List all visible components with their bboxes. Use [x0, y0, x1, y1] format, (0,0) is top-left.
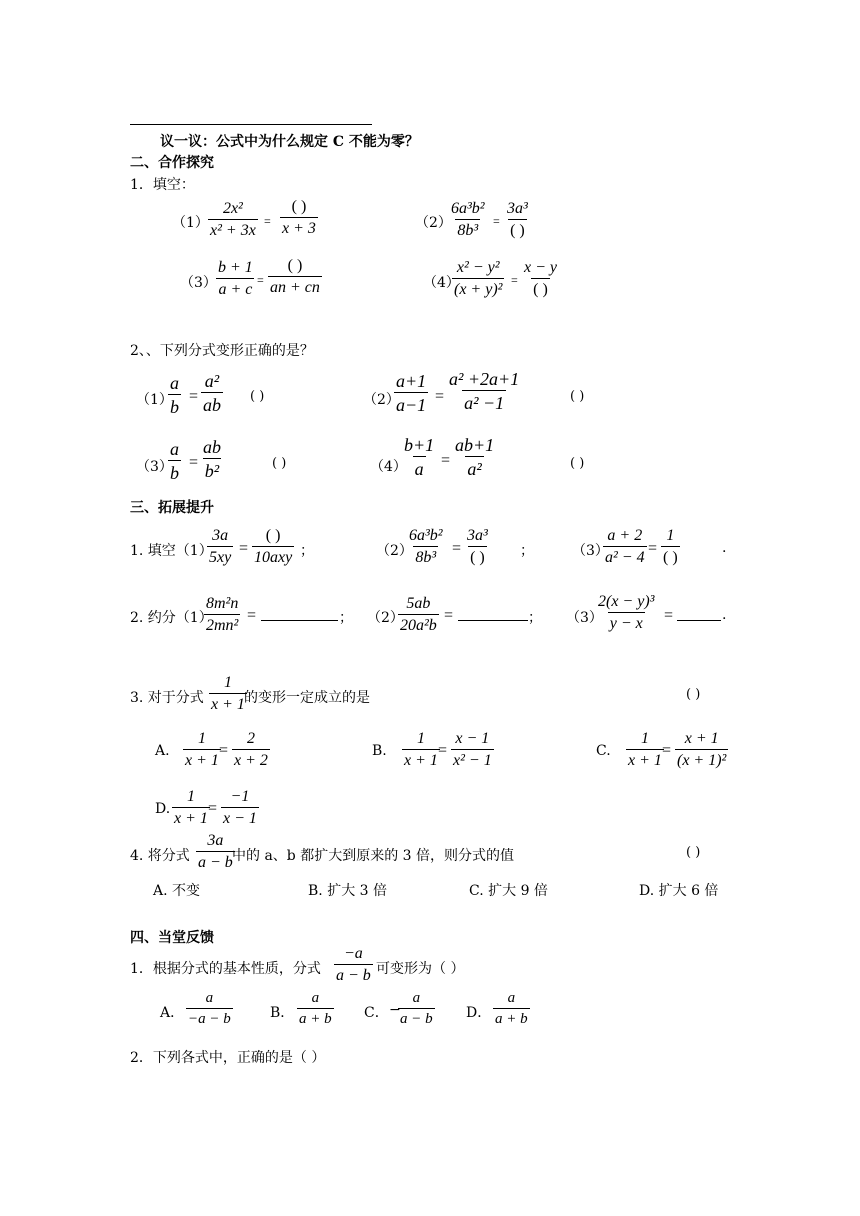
denominator: 8b³	[455, 219, 480, 239]
equals-sign: =	[662, 742, 672, 759]
s3-q3-fraction	[209, 675, 247, 713]
denominator: x + 1	[626, 749, 664, 769]
denominator: x + 1	[183, 749, 221, 769]
s3-q2-a-frac	[204, 596, 240, 634]
denominator: 8b³	[413, 546, 438, 566]
numerator: 1	[640, 730, 649, 747]
equals-sign: =	[257, 273, 264, 287]
section-4-title: 四、当堂反馈	[130, 930, 214, 946]
denominator: a − b	[398, 1008, 435, 1027]
answer-paren[interactable]: ( )	[570, 456, 585, 471]
equals-sign: =	[189, 388, 199, 405]
fill-item-4-rhs-fraction	[522, 260, 559, 298]
fill-item-1-lhs-fraction	[208, 201, 258, 239]
choice-item-3-label: （3）	[136, 459, 173, 475]
numerator: 2x²	[222, 200, 243, 217]
answer-paren[interactable]: ( )	[250, 389, 265, 404]
answer-paren[interactable]: ( )	[272, 456, 287, 471]
option-b-rhs	[451, 731, 494, 769]
fill-item-4-lhs-fraction	[452, 260, 504, 298]
numerator: 2	[246, 730, 255, 747]
section-2-q1-label: 1．填空：	[130, 177, 195, 193]
denominator: 10axy	[252, 546, 294, 566]
choice-item-1-label: （1）	[136, 392, 173, 408]
numerator: 1	[666, 527, 675, 544]
top-divider-line	[130, 124, 372, 125]
numerator: a	[412, 990, 421, 1006]
equals-sign: =	[493, 214, 500, 228]
s3-q4-option-b[interactable]: B. 扩大 3 倍	[308, 883, 387, 899]
numerator: a	[205, 990, 214, 1006]
section-2-title: 二、合作探究	[130, 155, 214, 171]
option-a-lhs	[183, 731, 221, 769]
s4-option-a-label[interactable]: A．	[160, 1005, 185, 1021]
numerator: a² +2a+1	[449, 369, 520, 389]
numerator: a	[170, 373, 179, 393]
s3-q2-c-frac	[596, 594, 656, 632]
answer-paren[interactable]: ( )	[570, 389, 585, 404]
option-d-rhs	[221, 789, 259, 827]
equals-sign: =	[648, 540, 658, 557]
section-3-title: 三、拓展提升	[130, 500, 214, 516]
option-a-rhs	[232, 731, 270, 769]
equals-sign: =	[511, 273, 518, 287]
s3-q1-c-rhs	[661, 528, 680, 566]
s3-q1-b-label: （2）	[376, 543, 413, 559]
fill-item-2-label: （2）	[415, 215, 452, 231]
fill-item-3-label: （3）	[180, 275, 217, 291]
s3-q1-a-lhs	[207, 528, 233, 566]
denominator-blank: ( )	[531, 278, 550, 298]
numerator: 3a	[207, 832, 224, 849]
numerator: a+1	[396, 371, 427, 391]
s4-q1-suffix: 可变形为（ ）	[376, 961, 465, 977]
answer-blank[interactable]	[458, 606, 528, 621]
denominator: y − x	[608, 612, 645, 632]
fill-item-3-lhs-fraction	[216, 260, 255, 298]
answer-paren[interactable]: ( )	[686, 845, 701, 860]
s3-q1-c-label: （3）	[572, 543, 609, 559]
denominator: a−1	[394, 392, 428, 414]
numerator: 2(x − y)³	[598, 593, 655, 610]
answer-blank[interactable]	[261, 606, 338, 621]
s4-option-c-fraction	[398, 991, 435, 1027]
option-d-label: D.	[155, 801, 171, 817]
s3-q1-prefix: 1. 填空（1）	[130, 543, 213, 559]
numerator: x − 1	[455, 730, 490, 747]
section-2-q2-label: 2、、下列分式变形正确的是？	[130, 343, 314, 359]
s3-q4-fraction	[196, 833, 235, 871]
equals-sign: =	[438, 742, 448, 759]
equals-sign: =	[189, 454, 199, 471]
s3-q3-suffix: 的变形一定成立的是	[244, 690, 370, 706]
numerator: 6a³b²	[451, 200, 485, 217]
denominator: a + c	[216, 278, 254, 298]
answer-paren[interactable]: ( )	[686, 687, 701, 702]
denominator: a + b	[297, 1008, 334, 1027]
denominator: 2mn²	[204, 614, 240, 634]
denominator: ab	[201, 392, 223, 414]
option-b-lhs	[402, 731, 440, 769]
option-c-lhs	[626, 731, 664, 769]
denominator-blank: ( )	[508, 219, 527, 239]
s4-option-d-fraction	[493, 991, 530, 1027]
s4-option-a-fraction	[186, 991, 233, 1027]
denominator: a	[413, 456, 426, 478]
separator: ；	[300, 543, 314, 559]
denominator: b	[168, 394, 181, 416]
choice-item-2-rhs-fraction	[447, 370, 521, 412]
s3-q4-option-c[interactable]: C. 扩大 9 倍	[469, 883, 548, 899]
denominator: x + 2	[232, 749, 270, 769]
denominator: x + 1	[209, 693, 247, 713]
option-d-lhs	[172, 789, 210, 827]
denominator: (x + y)²	[452, 278, 504, 298]
numerator: x² − y²	[456, 259, 500, 276]
equals-sign: =	[239, 540, 249, 557]
option-b-label: B.	[372, 743, 387, 759]
separator: ；	[520, 543, 534, 559]
equals-sign: =	[444, 607, 454, 624]
separator: .	[722, 540, 727, 556]
equals-sign: =	[208, 800, 218, 817]
s3-q1-c-lhs	[603, 528, 647, 566]
s3-q4-prefix: 4. 将分式	[130, 848, 190, 864]
denominator: x² + 3x	[208, 219, 258, 239]
fill-item-2-rhs-fraction	[505, 201, 530, 239]
numerator: 1	[197, 730, 206, 747]
equals-sign: =	[435, 388, 445, 405]
numerator: 1	[186, 788, 195, 805]
denominator: a + b	[493, 1008, 530, 1027]
choice-item-1-rhs-fraction	[201, 372, 223, 414]
denominator: −a − b	[186, 1008, 233, 1027]
numerator: a²	[204, 371, 220, 391]
equals-sign: =	[264, 214, 271, 228]
denominator: x² − 1	[451, 749, 494, 769]
s3-q2-b-label: （2）	[367, 610, 404, 626]
s3-q2-b-frac	[398, 596, 439, 634]
minus-sign: −	[389, 1002, 401, 1018]
numerator: 3a³	[507, 200, 528, 217]
choice-item-4-label: （4）	[370, 459, 407, 475]
numerator: ab+1	[455, 435, 495, 455]
fill-item-2-lhs-fraction	[449, 201, 487, 239]
s4-option-c-label[interactable]: C．	[364, 1005, 389, 1021]
equals-sign: =	[441, 452, 451, 469]
equals-sign: =	[247, 607, 257, 624]
denominator: x + 1	[402, 749, 440, 769]
fill-item-4-label: （4）	[423, 275, 460, 291]
choice-item-1-lhs-fraction	[168, 374, 181, 416]
numerator: x − y	[524, 259, 557, 276]
denominator: (x + 1)²	[675, 749, 728, 769]
option-c-label: C.	[596, 743, 611, 759]
denominator: x + 1	[172, 807, 210, 827]
numerator: 3a³	[467, 527, 488, 544]
s3-q4-option-d[interactable]: D. 扩大 6 倍	[639, 883, 719, 899]
s3-q2-c-label: （3）	[566, 610, 603, 626]
s4-q1-fraction	[334, 946, 373, 984]
s3-q4-option-a[interactable]: A. 不变	[153, 883, 201, 899]
denominator-blank: ( )	[661, 546, 680, 566]
s4-option-b-fraction	[297, 991, 334, 1027]
separator: ；	[339, 610, 353, 626]
fill-item-1-rhs-fraction	[280, 199, 318, 237]
separator: ；	[528, 610, 542, 626]
numerator: 5ab	[406, 595, 431, 612]
numerator: 6a³b²	[409, 527, 443, 544]
discuss-prompt: 议一议：公式中为什么规定 C 不能为零？	[160, 134, 419, 150]
numerator: a	[170, 439, 179, 459]
denominator: 20a²b	[398, 614, 439, 634]
s3-q1-a-rhs	[252, 528, 294, 566]
denominator: 5xy	[207, 546, 233, 566]
denominator: x − 1	[221, 807, 259, 827]
s4-q2: 2．下列各式中，正确的是（ ）	[130, 1050, 326, 1066]
fill-item-3-rhs-fraction	[268, 258, 322, 296]
numerator-blank: ( )	[291, 198, 307, 215]
denominator: b²	[203, 458, 221, 480]
option-c-rhs	[675, 731, 728, 769]
choice-item-3-lhs-fraction	[168, 440, 181, 482]
s4-q1-prefix: 1．根据分式的基本性质，分式	[130, 961, 321, 977]
numerator: 3a	[212, 527, 229, 544]
numerator: −a	[344, 945, 363, 962]
choice-item-2-lhs-fraction	[394, 372, 428, 414]
s3-q4-suffix: 中的 a、b 都扩大到原来的 3 倍，则分式的值	[232, 848, 515, 864]
numerator: a + 2	[607, 527, 643, 544]
denominator-blank: ( )	[468, 546, 487, 566]
choice-item-4-lhs-fraction	[402, 436, 436, 478]
denominator: a²	[465, 456, 483, 478]
s3-q2-prefix: 2. 约分（1）	[130, 610, 213, 626]
numerator: 1	[223, 674, 232, 691]
denominator: b	[168, 460, 181, 482]
choice-item-2-label: （2）	[363, 392, 400, 408]
denominator: a − b	[334, 964, 373, 984]
denominator: x + 3	[280, 217, 318, 237]
s4-option-b-label[interactable]: B．	[270, 1005, 295, 1021]
s3-q1-b-lhs	[407, 528, 445, 566]
option-a-label: A.	[155, 743, 170, 759]
denominator: a² − 4	[603, 546, 647, 566]
numerator: ab	[203, 437, 221, 457]
numerator: x + 1	[684, 730, 719, 747]
numerator: −1	[230, 788, 250, 805]
fill-item-1-label: （1）	[172, 215, 209, 231]
numerator: b+1	[404, 435, 435, 455]
equals-sign: =	[452, 540, 462, 557]
choice-item-4-rhs-fraction	[453, 436, 496, 478]
numerator: a	[311, 990, 320, 1006]
numerator: b + 1	[218, 259, 253, 276]
denominator: a² −1	[462, 390, 506, 412]
equals-sign: =	[219, 742, 229, 759]
numerator-blank: ( )	[265, 527, 281, 544]
numerator: 8m²n	[206, 595, 239, 612]
equals-sign: =	[664, 607, 674, 624]
s3-q3-prefix: 3. 对于分式	[130, 690, 204, 706]
answer-blank[interactable]	[677, 606, 721, 621]
separator: .	[722, 607, 727, 623]
denominator: an + cn	[268, 276, 322, 296]
choice-item-3-rhs-fraction	[201, 438, 223, 480]
numerator-blank: ( )	[287, 257, 303, 274]
s4-option-d-label[interactable]: D．	[466, 1005, 492, 1021]
s3-q1-b-rhs	[465, 528, 490, 566]
denominator: a − b	[196, 851, 235, 871]
numerator: a	[507, 990, 516, 1006]
numerator: 1	[416, 730, 425, 747]
